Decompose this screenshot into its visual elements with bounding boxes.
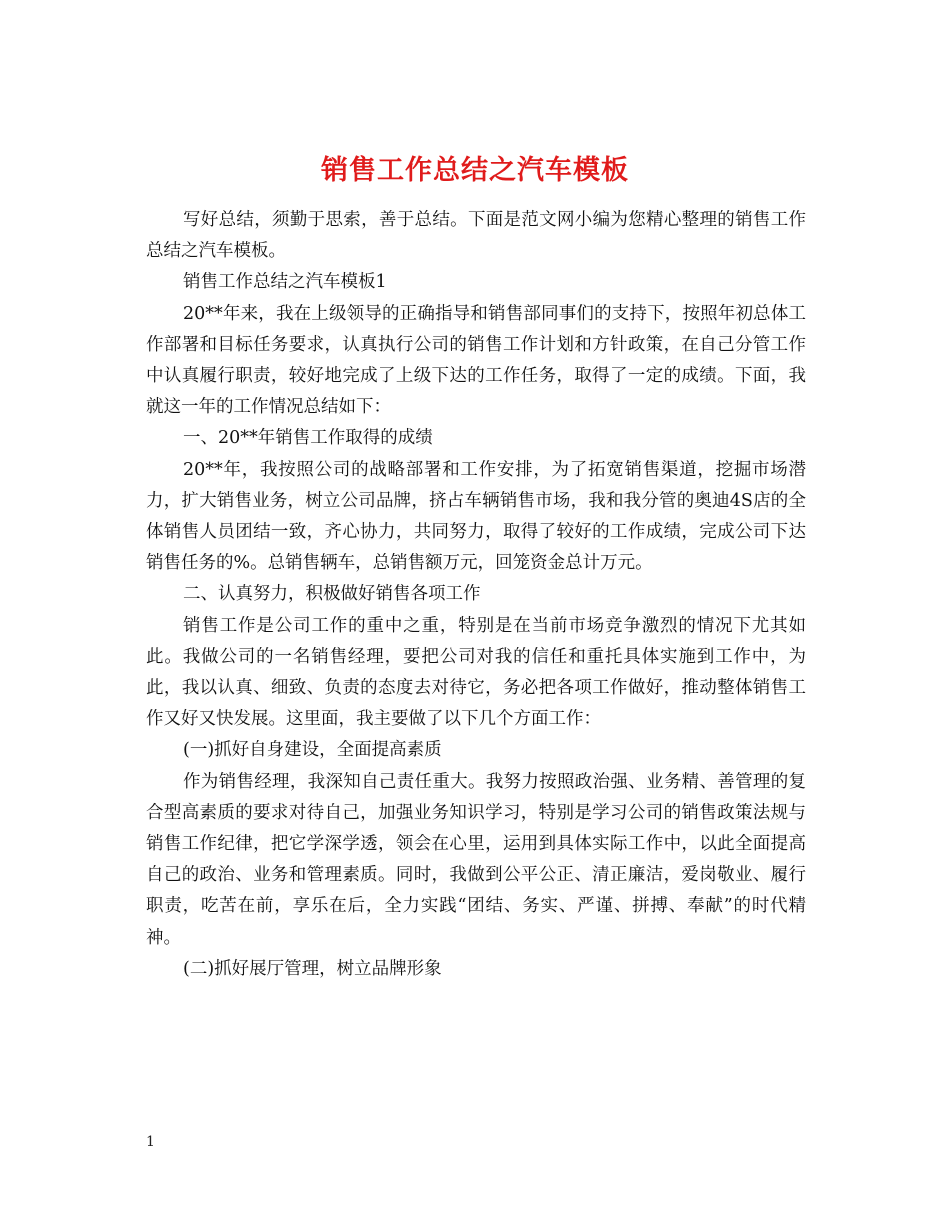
section-heading-achievements: 一、20**年销售工作取得的成绩 <box>183 428 433 449</box>
section-heading-sales-work: 二、认真努力，积极做好销售各项工作 <box>183 584 481 605</box>
page-number: 1 <box>146 1134 155 1150</box>
paragraph-year-summary: 20**年来，我在上级领导的正确指导和销售部同事们的支持下，按照年初总体工作部署和目标任务要求，认真执行公司的销售工作计划和方针政策，在自己分管工作中认真履行职责，较好地完成了上级下达的工作任务，取得了一定的成绩。下面，我就这一年的工作情况总结如下： <box>146 303 806 418</box>
document-body <box>146 205 806 985</box>
paragraph-achievements: 20**年，我按照公司的战略部署和工作安排，为了拓宽销售渠道，挖掘市场潜力，扩大销售业务，树立公司品牌，挤占车辆销售市场，我和我分管的奥迪4S店的全体销售人员团结一致，齐心协力，共同努力，取得了较好的工作成绩，完成公司下达销售任务的%。总销售辆车，总销售额万元，回笼资金总计万元。 <box>146 459 806 574</box>
subsection-heading-self-building: (一)抓好自身建设，全面提高素质 <box>183 740 442 761</box>
document-title: 销售工作总结之汽车模板 <box>321 155 629 187</box>
paragraph-template-heading: 销售工作总结之汽车模板1 <box>183 272 387 293</box>
subsection-heading-showroom: (二)抓好展厅管理，树立品牌形象 <box>183 958 442 979</box>
paragraph-self-building: 作为销售经理，我深知自己责任重大。我努力按照政治强、业务精、善管理的复合型高素质的要求对待自己，加强业务知识学习，特别是学习公司的销售政策法规与销售工作纪律，把它学深学透，领会在心里，运用到具体实际工作中，以此全面提高自己的政治、业务和管理素质。同时，我做到公平公正、清正廉洁，爱岗敬业、履行职责，吃苦在前，享乐在后，全力实践“团结、务实、严谨、拼搏、奉献”的时代精神。 <box>146 771 806 948</box>
paragraph-sales-work: 销售工作是公司工作的重中之重，特别是在当前市场竞争激烈的情况下尤其如此。我做公司的一名销售经理，要把公司对我的信任和重托具体实施到工作中，为此，我以认真、细致、负责的态度去对待它，务必把各项工作做好，推动整体销售工作又好又快发展。这里面，我主要做了以下几个方面工作： <box>146 615 806 730</box>
paragraph-intro: 写好总结，须勤于思索，善于总结。下面是范文网小编为您精心整理的销售工作总结之汽车模板。 <box>146 210 806 262</box>
